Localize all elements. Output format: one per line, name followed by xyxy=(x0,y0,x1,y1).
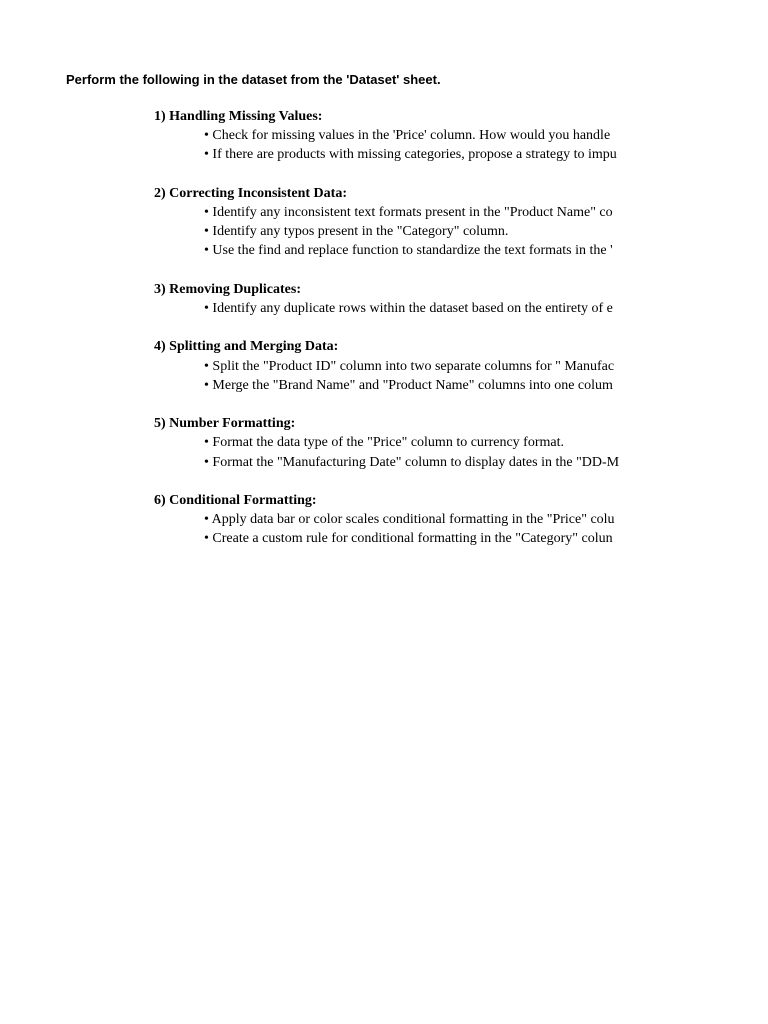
bullet-item: • Split the "Product ID" column into two separate columns for " Manufac xyxy=(204,358,615,374)
section-correcting-inconsistent-data xyxy=(154,184,644,261)
bullet-item: • Create a custom rule for conditional formatting in the "Category" colun xyxy=(204,531,613,547)
bullet-item: • Use the find and replace function to standardize the text formats in the ' xyxy=(204,243,613,259)
section-conditional-formatting xyxy=(154,491,644,549)
section-title: 2) Correcting Inconsistent Data: xyxy=(154,185,347,201)
bullet-item: • Identify any typos present in the "Category" column. xyxy=(204,224,509,240)
section-title: 3) Removing Duplicates: xyxy=(154,281,301,297)
bullet-item: • If there are products with missing categories, propose a strategy to impu xyxy=(204,147,617,163)
bullet-item: • Identify any inconsistent text formats present in the "Product Name" co xyxy=(204,205,613,220)
instruction-header: Perform the following in the dataset from the 'Dataset' sheet. xyxy=(66,72,441,87)
section-number-formatting xyxy=(154,414,644,472)
section-title: 1) Handling Missing Values: xyxy=(154,109,323,124)
section-title: 4) Splitting and Merging Data: xyxy=(154,339,339,355)
bullet-item: • Apply data bar or color scales conditional formatting in the "Price" colu xyxy=(204,512,615,528)
section-splitting-merging-data xyxy=(154,337,644,395)
section-title: 5) Number Formatting: xyxy=(154,416,296,432)
bullet-item: • Merge the "Brand Name" and "Product Name" columns into one colum xyxy=(204,377,613,393)
section-title: 6) Conditional Formatting: xyxy=(154,492,317,508)
bullet-item: • Check for missing values in the 'Price' column. How would you handle xyxy=(204,128,611,144)
bullet-item: • Identify any duplicate rows within the dataset based on the entirety of e xyxy=(204,301,613,316)
section-removing-duplicates xyxy=(154,280,644,318)
task-list xyxy=(154,107,644,568)
bullet-item: • Format the "Manufacturing Date" column to display dates in the "DD-M xyxy=(204,454,620,470)
bullet-item: • Format the data type of the "Price" column to currency format. xyxy=(204,435,564,451)
section-handling-missing-values xyxy=(154,107,644,165)
